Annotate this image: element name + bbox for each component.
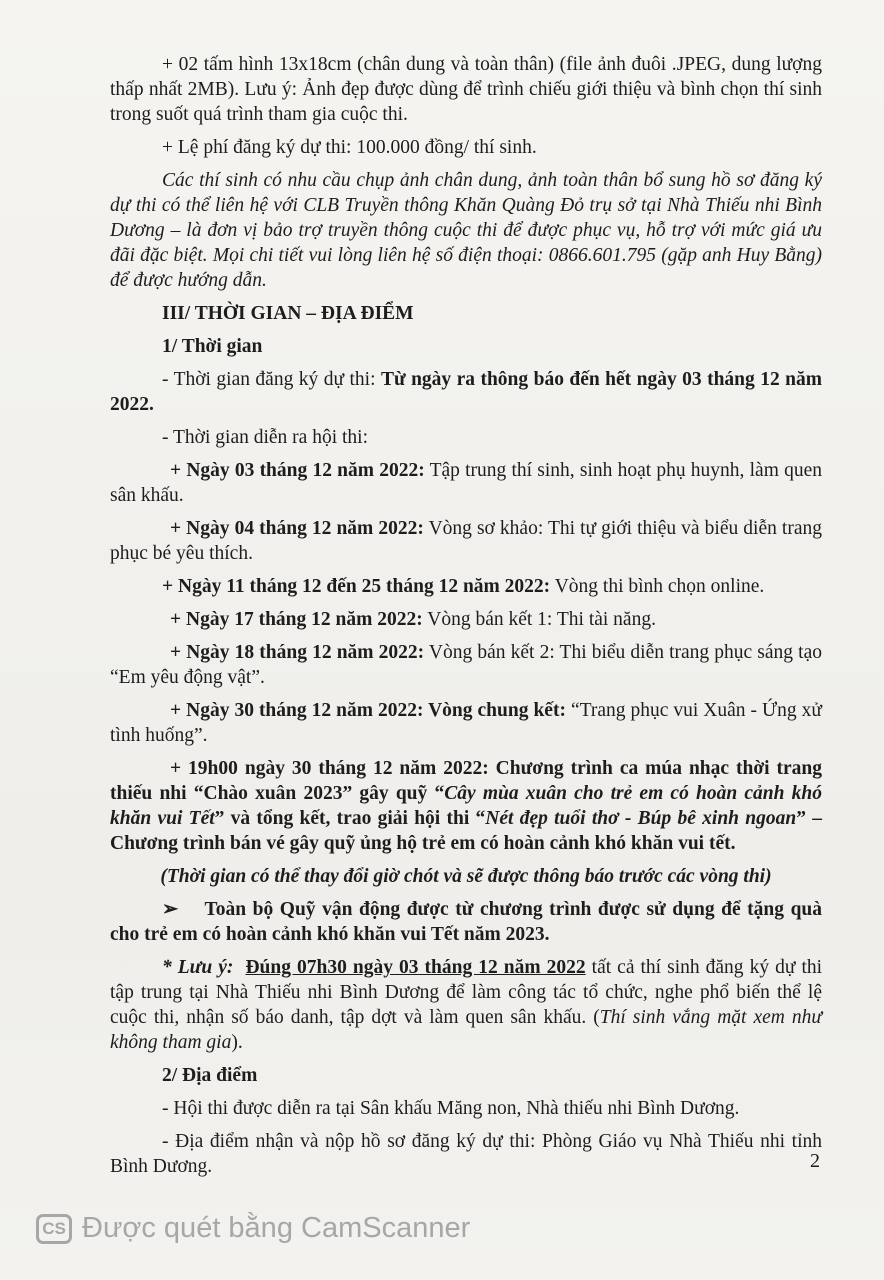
registration-period <box>110 367 822 417</box>
note-text: tất cả thí sinh đăng ký dự thi tập trung tại Nhà Thiếu nhi Bình Dương để làm công tác tổ chức, nghe phổ biến thể lệ cuộc thi, nhận số báo danh, tập dợt và làm quen sân khấu. ( <box>110 957 823 1028</box>
watermark-text: Được quét bằng CamScanner <box>82 1212 471 1244</box>
note-end: ). <box>231 1032 243 1053</box>
subheading-location: 2/ Địa điểm <box>162 1065 258 1086</box>
registration-label: - Thời gian đăng ký dự thi: <box>162 369 381 390</box>
schedule-item <box>110 516 822 566</box>
registration-value: Từ ngày ra thông báo đến hết ngày 03 tháng 12 năm 2022. <box>110 369 822 415</box>
final-program-part: Cây mùa xuân cho trẻ em có hoàn cảnh khó khăn vui Tết <box>110 783 823 829</box>
schedule-item <box>110 458 822 508</box>
final-program-part: + 19h00 ngày 30 tháng 12 năm 2022: Chương trình ca múa nhạc thời trang thiếu nhi “Chào xuân 2023” gây quỹ “ <box>110 758 822 804</box>
submission-location: - Địa điểm nhận và nộp hồ sơ đăng ký dự thi: Phòng Giáo vụ Nhà Thiếu nhi tỉnh Bình Dương. <box>110 1131 822 1177</box>
schedule-date: + Ngày 11 tháng 12 đến 25 tháng 12 năm 2022: <box>162 576 551 597</box>
note-label: * Lưu ý: <box>162 957 234 978</box>
schedule-item <box>110 607 822 632</box>
schedule-item <box>110 698 822 748</box>
scanner-watermark <box>36 1212 470 1245</box>
attendance-note <box>110 955 822 1055</box>
venue: - Hội thi được diễn ra tại Sân khấu Măng non, Nhà thiếu nhi Bình Dương. <box>162 1098 740 1119</box>
fund-text: Toàn bộ Quỹ vận động được từ chương trình được sử dụng để tặng quà cho trẻ em có hoàn cảnh khó khăn vui Tết năm 2023. <box>110 899 823 945</box>
schedule-text: Vòng bán kết 2: Thi biểu diễn trang phục sáng tạo “Em yêu động vật”. <box>110 642 822 688</box>
arrow-bullet-icon: ➢ <box>162 899 179 920</box>
schedule-date: + Ngày 17 tháng 12 năm 2022: <box>170 609 423 630</box>
final-program <box>110 756 822 856</box>
schedule-item <box>110 640 822 690</box>
note-italic: Thí sinh vắng mặt xem như không tham gia <box>110 1007 822 1053</box>
fund-statement <box>110 897 822 947</box>
photo-service-note: Các thí sinh có nhu cầu chụp ảnh chân dung, ảnh toàn thân bổ sung hồ sơ đăng ký dự thi có thể liên hệ với CLB Truyền thông Khăn Quàng Đỏ trụ sở tại Nhà Thiếu nhi Bình Dương – là đơn vị bảo trợ truyền thông cuộc thi để được phục vụ, hỗ trợ với mức giá ưu đãi đặc biệt. Mọi chi tiết vui lòng liên hệ số điện thoại: 0866.601.795 (gặp anh Huy Bằng) để được hướng dẫn. <box>110 170 822 291</box>
final-program-part: Nét đẹp tuổi thơ - Búp bê xinh ngoan <box>485 808 797 829</box>
time-change-note: (Thời gian có thể thay đổi giờ chót và sẽ được thông báo trước các vòng thi) <box>160 866 772 887</box>
schedule-text: Vòng sơ khảo: Thi tự giới thiệu và biểu diễn trang phục bé yêu thích. <box>110 518 822 564</box>
schedule-text: “Trang phục vui Xuân - Ứng xử tình huống”. <box>110 700 822 746</box>
page-number: 2 <box>810 1150 820 1172</box>
final-program-part: ” và tổng kết, trao giải hội thi “ <box>214 808 486 829</box>
photo-requirement: + 02 tấm hình 13x18cm (chân dung và toàn thân) (file ảnh đuôi .JPEG, dung lượng thấp nhất 2MB). Lưu ý: Ảnh đẹp được dùng để trình chiếu giới thiệu và bình chọn thí sinh trong suốt quá trình tham gia cuộc thi. <box>110 54 822 125</box>
note-date: Đúng 07h30 ngày 03 tháng 12 năm 2022 <box>245 957 586 978</box>
schedule-text: Tập trung thí sinh, sinh hoạt phụ huynh, làm quen sân khấu. <box>110 460 822 506</box>
schedule-date: + Ngày 30 tháng 12 năm 2022: Vòng chung kết: <box>170 700 566 721</box>
final-program-part: ” – Chương trình bán vé gây quỹ ủng hộ trẻ em có hoàn cảnh khó khăn vui tết. <box>110 808 823 854</box>
event-period-label: - Thời gian diễn ra hội thi: <box>162 427 368 448</box>
document-body <box>110 52 822 1187</box>
schedule-text: Vòng thi bình chọn online. <box>550 576 765 597</box>
registration-fee: + Lệ phí đăng ký dự thi: 100.000 đồng/ thí sinh. <box>162 137 537 158</box>
camscanner-logo-icon: CS <box>36 1214 72 1244</box>
schedule-item <box>110 574 822 599</box>
schedule-date: + Ngày 03 tháng 12 năm 2022: <box>170 460 425 481</box>
section-heading-time-location: III/ THỜI GIAN – ĐỊA ĐIỂM <box>162 303 414 324</box>
schedule-date: + Ngày 04 tháng 12 năm 2022: <box>170 518 424 539</box>
schedule-text: Vòng bán kết 1: Thi tài năng. <box>422 609 656 630</box>
subheading-time: 1/ Thời gian <box>162 336 263 357</box>
schedule-date: + Ngày 18 tháng 12 năm 2022: <box>170 642 425 663</box>
